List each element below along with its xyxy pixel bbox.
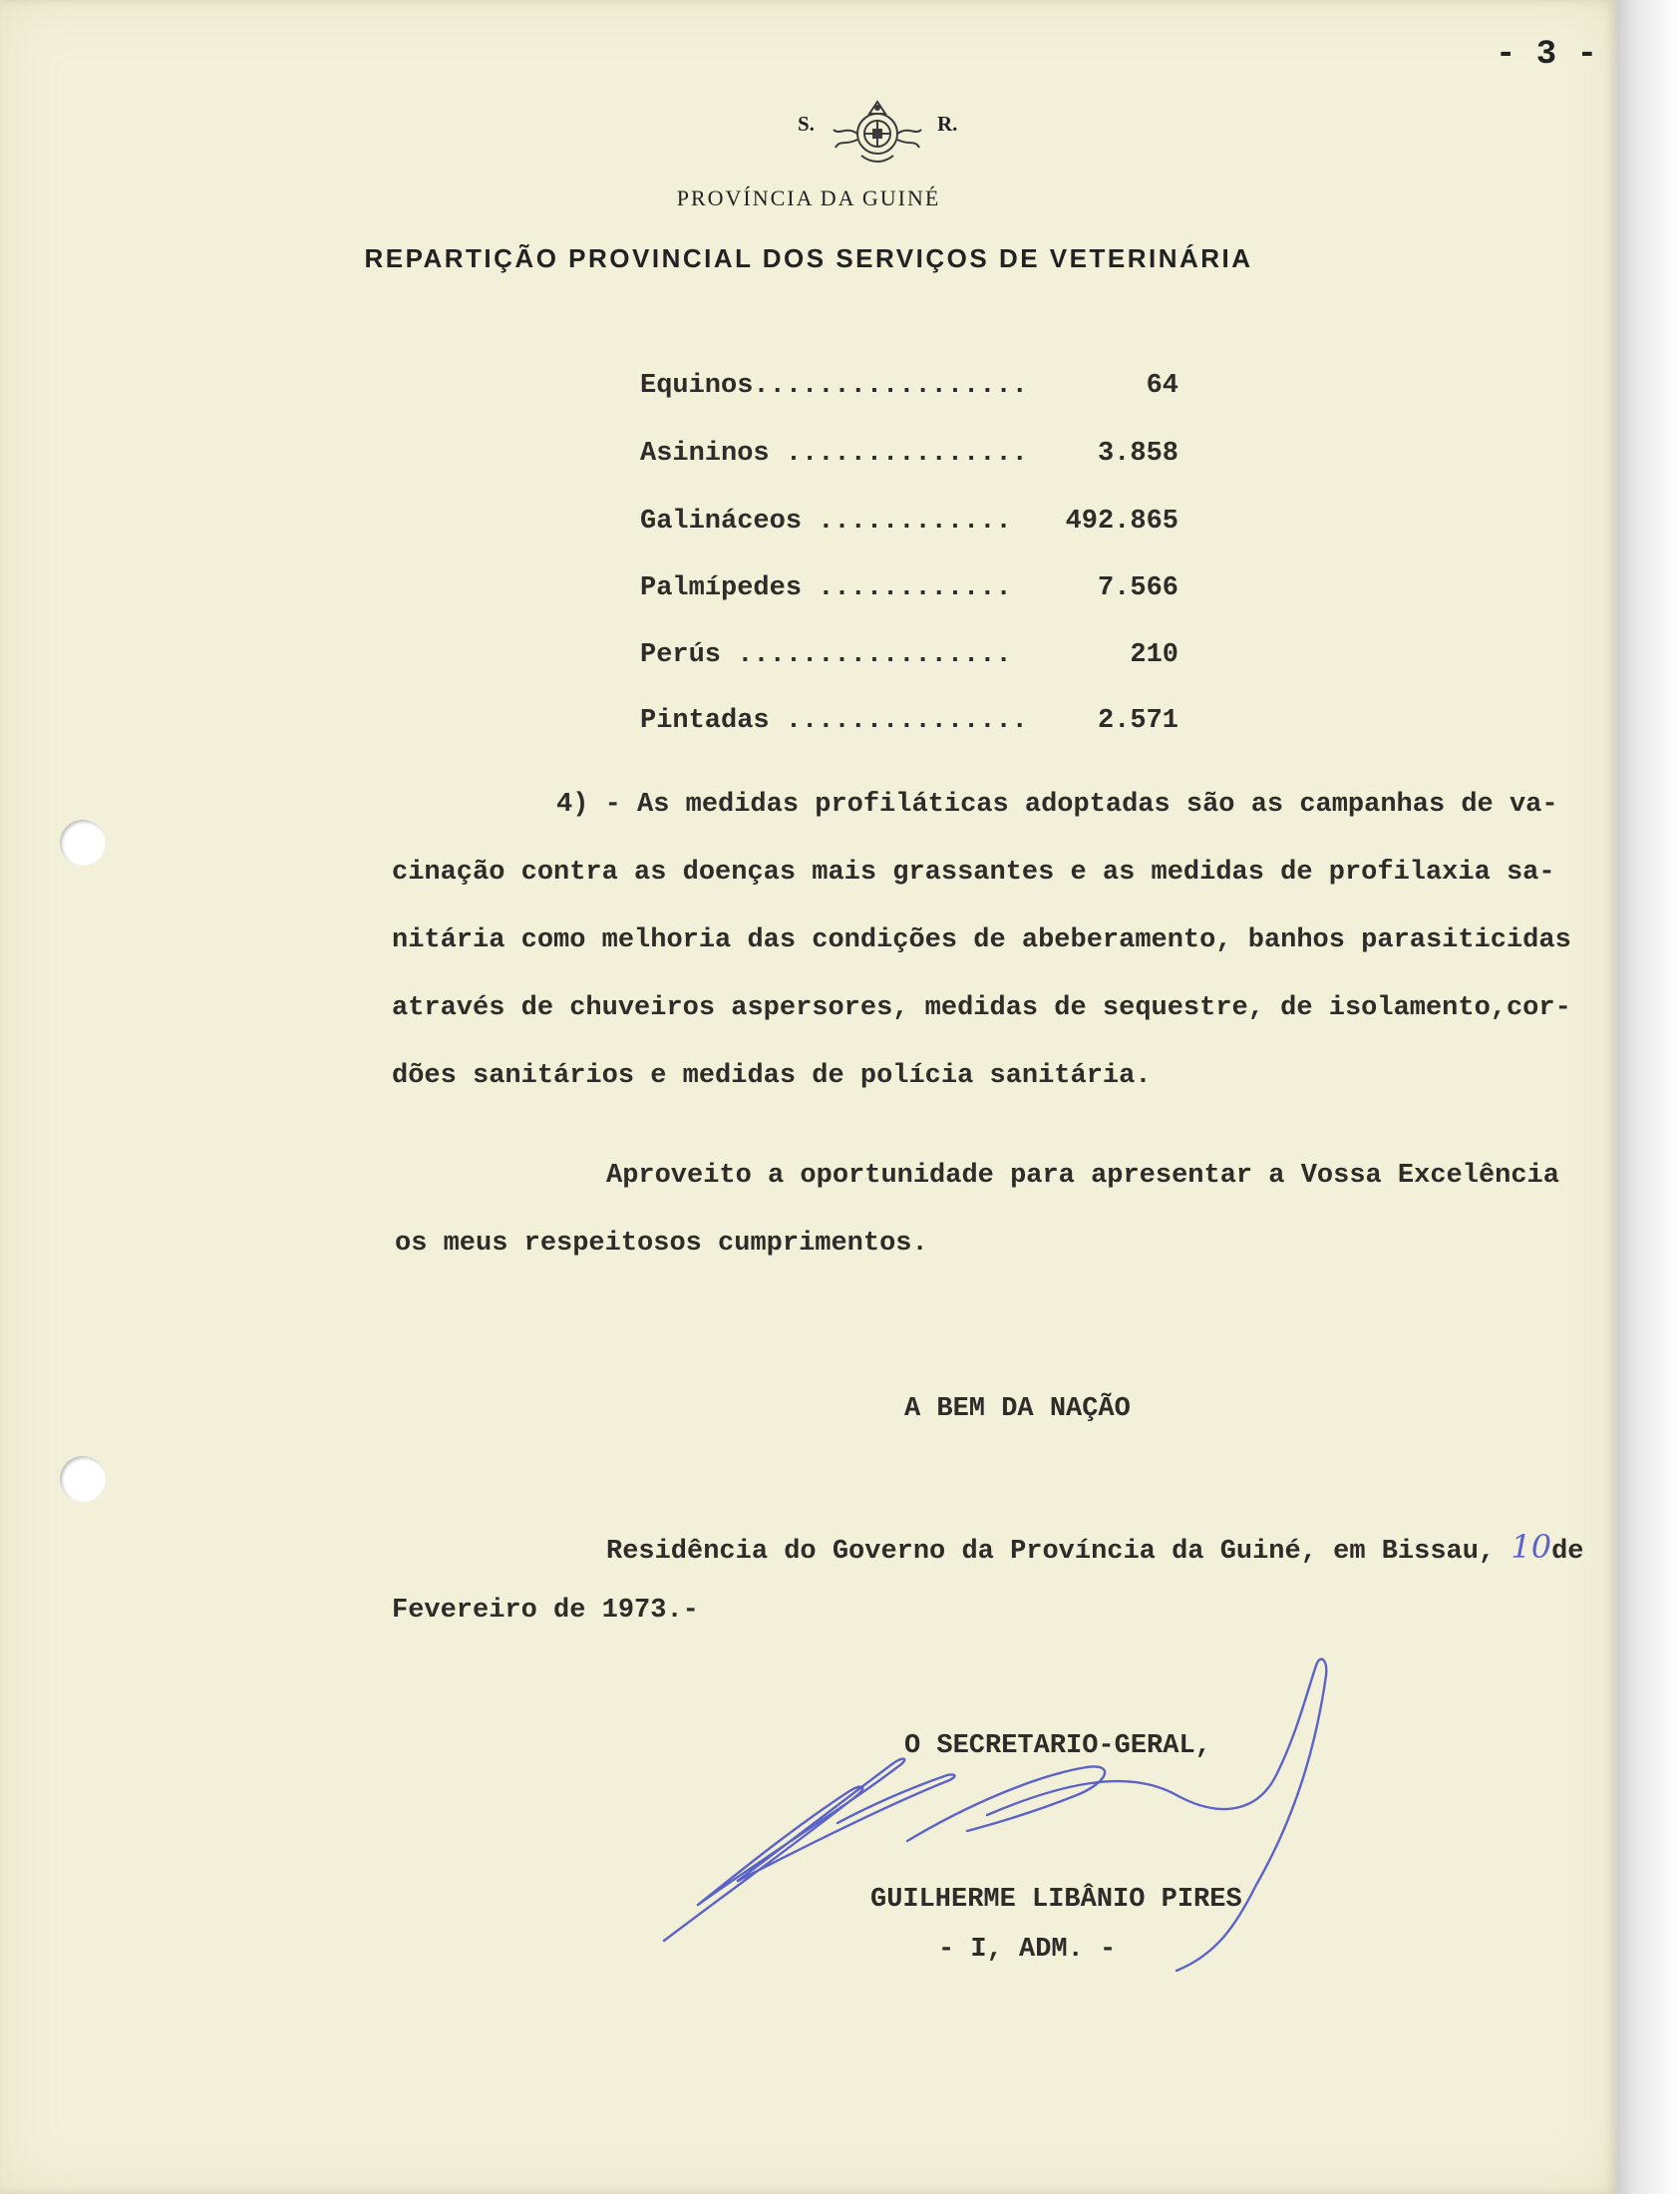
paragraph-line: nitária como melhoria das condições de abeberamento, banhos parasiticidas: [392, 925, 1571, 955]
coat-of-arms-icon: [832, 96, 923, 168]
place-date-line-1: [606, 1528, 1583, 1567]
table-row: [640, 573, 1178, 609]
closing-line: os meus respeitosos cumprimentos.: [395, 1229, 928, 1259]
row-label: Asininos ...............: [640, 439, 1028, 469]
page-number: - 3 -: [1496, 36, 1598, 74]
signatory-title: O SECRETARIO-GERAL,: [904, 1731, 1211, 1761]
row-label: Perús .................: [640, 640, 1012, 670]
table-row: [640, 706, 1178, 742]
signatory-rank: - I, ADM. -: [938, 1935, 1117, 1965]
province-heading: PROVÍNCIA DA GUINÉ: [676, 185, 941, 210]
row-value: 7.566: [1097, 573, 1178, 603]
department-heading: REPARTIÇÃO PROVINCIAL DOS SERVIÇOS DE VETERINÁRIA: [364, 243, 1253, 273]
handwritten-signature: [658, 1655, 1396, 1975]
place-date-line-2: Fevereiro de 1973.-: [392, 1596, 699, 1626]
signatory-name: GUILHERME LIBÂNIO PIRES: [870, 1885, 1242, 1915]
scanner-edge: [1617, 0, 1680, 2194]
header-left-letter: S.: [798, 112, 815, 136]
row-value: 210: [1130, 640, 1178, 670]
row-label: Palmípedes ............: [640, 573, 1012, 603]
punch-hole-top: [60, 820, 106, 866]
motto: A BEM DA NAÇÃO: [904, 1394, 1131, 1424]
closing-line: Aproveito a oportunidade para apresentar a Vossa Excelência: [606, 1161, 1559, 1191]
place-text: Residência do Governo da Província da Guiné, em Bissau,: [606, 1537, 1496, 1567]
row-label: Equinos.................: [640, 371, 1028, 401]
table-row: [640, 507, 1178, 543]
row-value: 2.571: [1097, 706, 1178, 736]
row-value: 64: [1146, 371, 1178, 401]
row-label: Pintadas ...............: [640, 706, 1028, 736]
paragraph-line: dões sanitários e medidas de polícia sanitária.: [392, 1061, 1152, 1091]
paragraph-line: cinação contra as doenças mais grassantes e as medidas de profilaxia sa-: [392, 858, 1555, 888]
row-label: Galináceos ............: [640, 507, 1012, 537]
header-right-letter: R.: [937, 112, 958, 136]
punch-hole-bottom: [60, 1456, 106, 1502]
row-value: 3.858: [1097, 439, 1178, 469]
table-row: [640, 371, 1178, 407]
table-row: [640, 439, 1178, 475]
handwritten-day: 10: [1511, 1528, 1552, 1566]
table-row: [640, 640, 1178, 676]
paragraph-line: 4) - As medidas profiláticas adoptadas são as campanhas de va-: [556, 790, 1558, 820]
row-value: 492.865: [1065, 507, 1178, 537]
paragraph-line: através de chuveiros aspersores, medidas de sequestre, de isolamento,cor-: [392, 993, 1571, 1023]
place-text-end: de: [1551, 1537, 1584, 1567]
